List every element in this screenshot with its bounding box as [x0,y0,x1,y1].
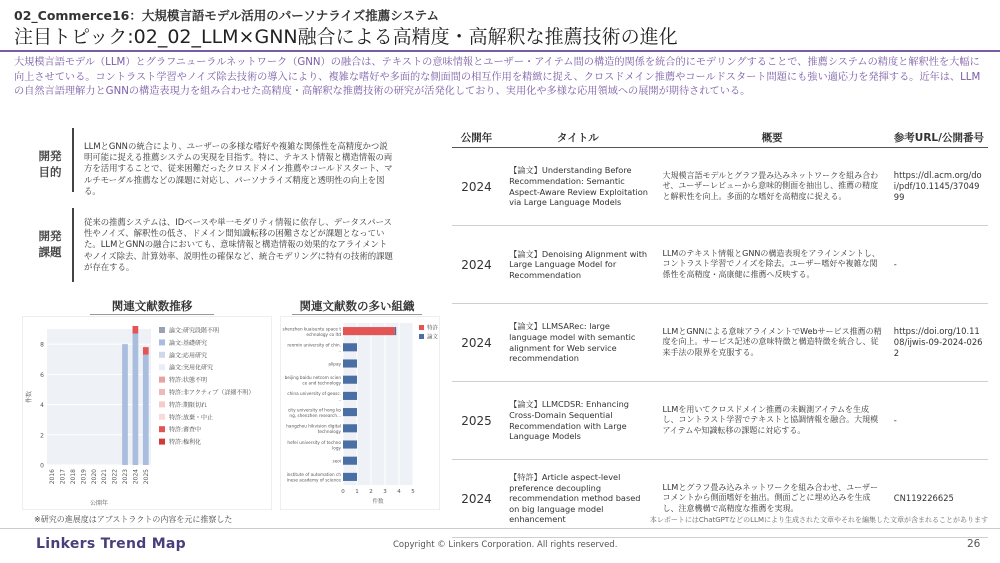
row-url: - [890,226,988,304]
org-bar [343,359,357,367]
llm-disclaimer: 本レポートにはChatGPTなどのLLMにより生成された文章やそれを編集した文章が含まれることがあります [649,516,988,524]
org-legend-swatch [419,325,424,330]
row-title: 【論文】Understanding Before Recommendation: Semantic Aspect-Aware Review Exploitation via Large Language Models [501,148,654,226]
trend-legend-swatch [159,389,165,395]
row-url: - [890,382,988,460]
trend-legend-swatch [159,439,165,445]
row-summary: 大規模言語モデルとグラフ畳み込みネットワークを組み合わせ、ユーザーレビューから意味的側面を抽出し、推薦の精度と解釈性を向上。多面的な嗜好を高精度に捉える。 [655,148,890,226]
dev-issue-rule [72,208,74,282]
org-xtick-label: 2 [369,489,373,495]
org-xtick-label: 0 [341,489,345,495]
org-title-rule [292,314,422,315]
header-url: 参考URL/公開番号 [890,128,988,148]
table-row [452,148,988,226]
trend-legend-swatch [159,352,165,358]
row-patent-number: CN119226625 [890,460,988,538]
chart-note: ※研究の進展度はアブストラクトの内容を元に推察した [34,515,233,524]
trend-chart-title: 関連文献数推移 [111,299,193,313]
org-bar [395,327,396,335]
row-url-link[interactable]: https://dl.acm.org/doi/pdf/10.1145/3704999 [890,148,988,226]
trend-xtick-label: 2019 [80,469,88,485]
row-title: 【特許】Article aspect-level preference decoupling recommendation method based on big language model enhancement [501,460,654,538]
org-chart [281,317,441,511]
org-legend-label: 特許 [427,325,439,332]
org-category-label: seoi [332,458,341,464]
trend-ytick-label: 4 [40,402,44,410]
trend-legend-swatch [159,327,165,333]
org-xtick-label: 5 [411,489,415,495]
trend-xtick-label: 2025 [142,469,150,485]
row-summary: LLMのテキスト情報とGNNの構造表現をアラインメントし、コントラスト学習でノイズを除去。ユーザー嗜好や複雑な関係性を高精度・高康健に推薦へ反映する。 [655,226,890,304]
trend-legend-label: 論文:研究段階不明 [169,327,220,335]
row-url-link[interactable]: https://doi.org/10.1108/ijwis-09-2024-0262 [890,304,988,382]
org-legend-swatch [419,334,424,339]
org-category-label: logy [332,445,341,451]
report-subtitle: 02_Commerce16：大規模言語モデル活用のパーソナライズ推薦システム [14,8,440,23]
org-bar [343,408,357,416]
trend-chart-panel [22,316,272,510]
trend-ytick-label: 2 [40,432,44,440]
org-category-label: echnology co ltd [306,331,341,337]
row-summary: LLMとGNNによる意味アライメントでWebサービス推薦の精度を向上。サービス記述の意味特徴と構造特徴を統合し、従来手法の限界を克服する。 [655,304,890,382]
row-title: 【論文】LLMSARec: large language model with semantic alignment for Web service recommendation [501,304,654,382]
trend-ytick-label: 6 [40,371,44,379]
org-bar [343,440,357,448]
copyright-text: Copyright © Linkers Corporation. All rights reserved. [393,540,618,550]
row-year: 2024 [452,226,501,304]
trend-xtick-label: 2022 [111,469,119,485]
trend-ytick-label: 0 [40,462,44,470]
row-year: 2024 [452,304,501,382]
org-category-label: technology [317,429,341,435]
trend-xtick-label: 2024 [132,469,140,485]
brand-logo[interactable]: Linkers Trend Map [36,536,187,552]
org-legend-label: 論文 [427,334,439,341]
trend-legend-swatch [159,401,165,407]
trend-legend-label: 特許:状態不明 [169,377,208,385]
intro-paragraph: 大規模言語モデル（LLM）とグラフニューラルネットワーク（GNN）の融合は、テキストの意味情報とユーザー・アイテム間の構造的関係を統合的にモデリングすることで、推薦システムの精度と解釈性を大幅に向上させている。コントラスト学習やノイズ除去技術の導入により、複雑な嗜好や多面的な側面間の相互作用を精緻に捉え、クロスドメイン推薦やコールドスタート問題にも強い適応力を発揮する。近年は、LLMの自然言語理解力とGNNの構造表現力を組み合わせた高精度・高解釈な推薦技術の研究が活発化しており、実用化や多様な応用領域への展開が期待されている。 [14,57,981,98]
org-xtick-label: 1 [355,489,359,495]
dev-purpose-rule [72,128,74,192]
dev-issue-label: 開発課題 [38,229,62,259]
org-xtick-label: 3 [383,489,387,495]
trend-chart [23,317,273,511]
org-category-label: inese academy of science [286,477,341,483]
header-year: 公開年 [452,128,501,148]
dev-issue-text: 従来の推薦システムは、IDベースや単一モダリティ情報に依存し、データスパース性やノイズ、解釈性の低さ、ドメイン間知識転移の困難さなどが課題となっていた。LLMとGNNの融合においても、意味情報と構造情報の効果的なアライメントやノイズ除去、計算効率、説明性の確保など、統合モデリングに特有の技術的課題が存在する。 [84,217,393,272]
org-category-label: ce and technology [302,380,341,386]
table-row [452,382,988,460]
trend-legend-label: 特許:審査中 [169,426,202,434]
org-bar [343,343,357,351]
row-title: 【論文】LLMCDSR: Enhancing Cross-Domain Sequential Recommendation with Large Language Models [501,382,654,460]
row-year: 2024 [452,148,501,226]
footer-divider [0,528,1000,529]
trend-xtick-label: 2020 [90,469,98,485]
header-summary: 概要 [655,128,890,148]
trend-legend-swatch [159,377,165,383]
table-row [452,460,988,538]
trend-legend-label: 特許:非アクティブ（詳細不明） [169,389,255,397]
reference-table [452,128,988,538]
trend-legend-swatch [159,426,165,432]
trend-legend-label: 特許:放棄・中止 [169,414,214,422]
trend-xtick-label: 2021 [101,469,109,485]
trend-bar [133,334,139,465]
row-summary: LLMとグラフ畳み込みネットワークを組み合わせ、ユーザーコメントから側面嗜好を抽出。側面ごとに埋め込みを生成し、注意機構で高精度な推薦を実現。 [655,460,890,538]
trend-bar [122,344,128,465]
table-row [452,304,988,382]
trend-xtick-label: 2023 [122,469,129,485]
trend-legend-swatch [159,364,165,370]
dev-purpose-block [26,128,396,200]
trend-legend-swatch [159,414,165,420]
trend-title-rule [90,314,214,315]
dev-issue-block [26,208,396,286]
row-year: 2024 [452,460,501,538]
org-bar [343,392,357,400]
org-chart-panel [280,316,440,510]
org-category-label: institute of automation ch [286,472,341,478]
org-bar [343,457,357,465]
row-year: 2025 [452,382,501,460]
trend-legend-label: 特許:期限切れ [169,401,208,409]
trend-legend-swatch [159,339,165,345]
trend-legend-label: 論文:実用化研究 [169,364,214,372]
row-title: 【論文】Denoising Alignment with Large Language Model for Recommendation [501,226,654,304]
dev-purpose-text: LLMとGNNの統合により、ユーザーの多様な嗜好や複雑な関係性を高精度かつ説明可能に捉える推薦システムの実現を目指す。特に、テキスト情報と構造情報の両方を活用することで、従来困難だったクロスドメイン推薦やコールドスタート、マルチモーダル推薦などの課題に対応し、パーソナライズ精度と透明性の向上を図る。 [84,141,393,196]
trend-ytick-label: 8 [40,341,44,349]
org-chart-title: 関連文献数の多い組織 [299,299,415,313]
org-bar [343,327,395,335]
org-category-label: alipay [328,361,341,367]
org-category-label: shenzhen kuaisuntu space t [282,326,341,332]
table-row [452,226,988,304]
header-divider [0,50,1000,52]
header-title: タイトル [501,128,654,148]
org-category-label: hangzhou hikvision digital [286,423,341,429]
page-number: 26 [967,538,981,550]
table-header-row [452,128,988,148]
trend-legend-label: 特許:権利化 [169,439,202,447]
org-xaxis-label: 件数 [372,499,384,505]
org-category-label: beijing baidu netcom scien [284,374,341,380]
org-category-label: hefei university of techno [287,439,341,445]
org-bar [343,424,357,432]
org-category-label: china university of geosc. [287,391,341,397]
trend-legend-label: 論文:応用研究 [169,352,208,360]
org-category-label: city university of hong ko [287,407,341,413]
trend-xaxis-label: 公開年 [89,500,109,507]
page-title: 注目トピック:02_02_LLM×GNN融合による高精度・高解釈な推薦技術の進化 [14,26,678,48]
org-category-label: .. [338,396,341,402]
org-bar [343,376,357,384]
org-bar [343,473,357,481]
trend-bar [133,326,139,334]
org-xtick-label: 4 [397,489,401,495]
dev-purpose-label: 開発目的 [38,149,62,179]
trend-bar [143,355,149,465]
trend-legend-label: 論文:基礎研究 [169,339,208,347]
trend-bar [143,347,149,355]
trend-xtick-label: 2018 [70,469,77,485]
org-category-label: ng, shenzhen research... [289,412,341,418]
trend-xtick-label: 2016 [49,469,57,485]
org-category-label: .. [338,348,341,354]
trend-yaxis-label: 件数 [26,390,33,404]
org-category-label: renmin university of chin. [287,342,341,348]
row-summary: LLMを用いてクロスドメイン推薦の未観測アイテムを生成し、コントラスト学習でテキストと協調情報を融合。大規模アイテムや知識転移の課題に対応する。 [655,382,890,460]
trend-xtick-label: 2017 [59,469,67,485]
